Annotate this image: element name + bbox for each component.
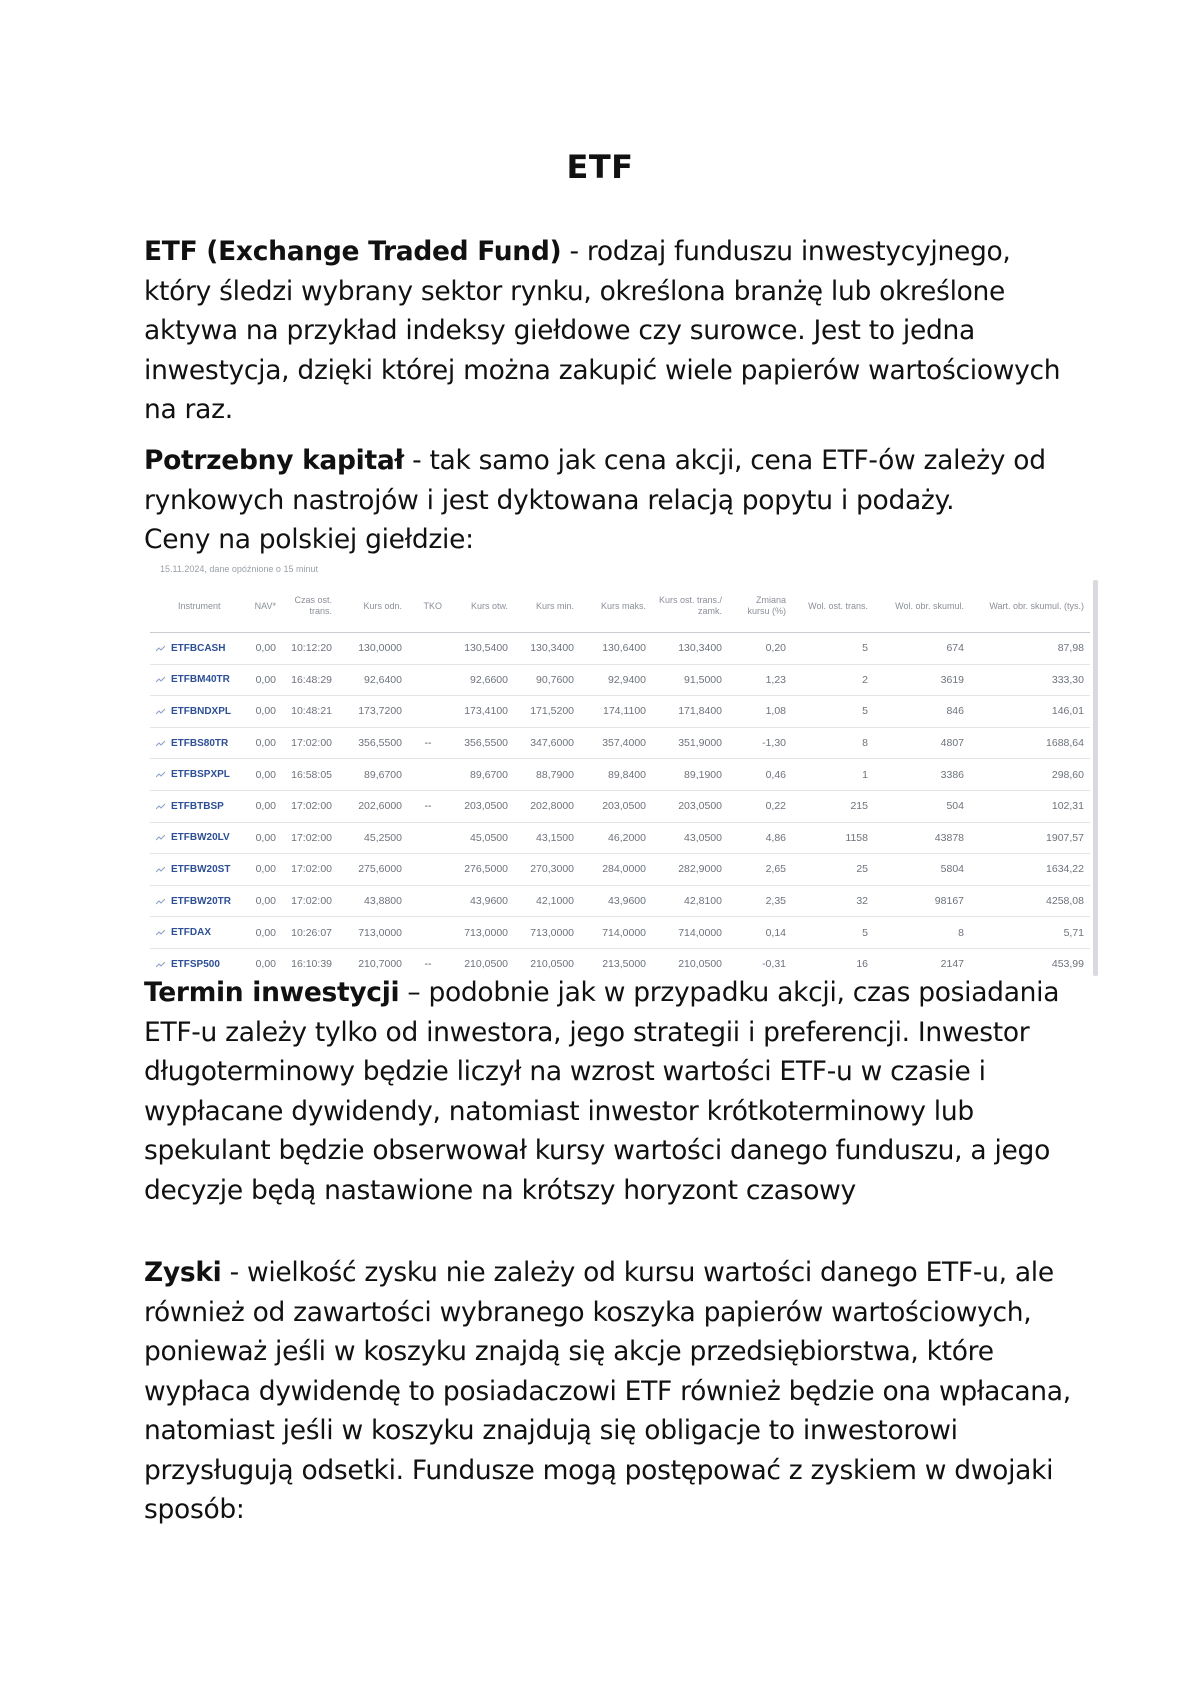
table-row <box>150 727 1090 759</box>
instrument-cell[interactable] <box>150 664 242 696</box>
table-cell: 215 <box>792 790 874 822</box>
table-cell: 1907,57 <box>970 822 1090 854</box>
table-header-row <box>150 580 1090 633</box>
table-cell: 1688,64 <box>970 727 1090 759</box>
table-cell: 5 <box>792 917 874 949</box>
table-cell: 43878 <box>874 822 970 854</box>
table-cell: 210,0500 <box>514 948 580 976</box>
table-cell: 0,14 <box>728 917 792 949</box>
chart-icon[interactable] <box>156 740 165 747</box>
table-cell: 4,86 <box>728 822 792 854</box>
table-cell: 357,4000 <box>580 727 652 759</box>
table-cell: 714,0000 <box>580 917 652 949</box>
chart-icon[interactable] <box>156 929 165 936</box>
table-cell: 3619 <box>874 664 970 696</box>
table-cell: 87,98 <box>970 633 1090 665</box>
table-cell: 90,7600 <box>514 664 580 696</box>
table-cell: 333,30 <box>970 664 1090 696</box>
instrument-link[interactable]: ETFDAX <box>171 927 211 939</box>
instrument-link[interactable]: ETFBM40TR <box>171 674 230 686</box>
table-cell: 2,65 <box>728 854 792 886</box>
term-investment-term: Termin inwestycji <box>144 977 400 1008</box>
table-cell: 210,0500 <box>652 948 728 976</box>
table-note: 15.11.2024, dane opóźnione o 15 minut <box>160 564 318 574</box>
table-cell: -- <box>408 948 448 976</box>
table-cell: 713,0000 <box>514 917 580 949</box>
table-cell: 5 <box>792 633 874 665</box>
table-cell: 45,2500 <box>338 822 408 854</box>
chart-icon[interactable] <box>156 676 165 683</box>
column-header[interactable]: Kurs odn. <box>338 580 408 633</box>
table-cell: 2147 <box>874 948 970 976</box>
table-cell: 4258,08 <box>970 885 1090 917</box>
etf-price-table-image <box>150 564 1100 976</box>
table-cell: 130,3400 <box>514 633 580 665</box>
instrument-link[interactable]: ETFBSPXPL <box>171 769 230 781</box>
instrument-link[interactable]: ETFSP500 <box>171 958 220 970</box>
table-cell: 46,2000 <box>580 822 652 854</box>
chart-icon[interactable] <box>156 803 165 810</box>
column-header[interactable]: TKO <box>408 580 448 633</box>
table-cell: -0,31 <box>728 948 792 976</box>
table-cell: 130,3400 <box>652 633 728 665</box>
paragraph-profits <box>144 1253 1084 1530</box>
table-cell: 210,0500 <box>448 948 514 976</box>
table-body <box>150 633 1090 977</box>
table-cell: 846 <box>874 696 970 728</box>
column-header[interactable]: Kurs ost. trans./ zamk. <box>652 580 728 633</box>
table-cell: 203,0500 <box>448 790 514 822</box>
table-cell: 0,20 <box>728 633 792 665</box>
instrument-cell[interactable] <box>150 696 242 728</box>
table-cell: 1634,22 <box>970 854 1090 886</box>
table-cell: 16:10:39 <box>282 948 338 976</box>
table-cell: 8 <box>792 727 874 759</box>
table-cell: 8 <box>874 917 970 949</box>
table-cell: 89,8400 <box>580 759 652 791</box>
table-cell: 3386 <box>874 759 970 791</box>
table-cell: -- <box>408 727 448 759</box>
instrument-cell[interactable] <box>150 790 242 822</box>
paragraph-line: Ceny na polskiej giełdzie: <box>144 524 474 555</box>
instrument-link[interactable]: ETFBW20TR <box>171 895 231 907</box>
term-etf: ETF (Exchange Traded Fund) <box>144 236 562 267</box>
etf-price-table <box>150 580 1090 976</box>
table-row <box>150 885 1090 917</box>
table-cell: 102,31 <box>970 790 1090 822</box>
paragraph-text: - wielkość zysku nie zależy od kursu wartości danego ETF-u, ale również od zawartości wybranego koszyka papierów wartościowych, ponieważ jeśli w koszyku znajdą się akcje przedsiębiorstwa, które wypłaca dywidendę to posiadaczowi ETF również będzie ona wpłacana, natomiast jeśli w koszyku znajdują się obligacje to inwestorowi przysługują odsetki. Fundusze mogą postępować z zyskiem w dwojaki sposób: <box>144 1257 1071 1525</box>
table-cell: 0,00 <box>242 664 282 696</box>
table-cell: 5804 <box>874 854 970 886</box>
table-row <box>150 633 1090 665</box>
table-cell: 42,8100 <box>652 885 728 917</box>
document-title: ETF <box>566 148 634 186</box>
table-cell: 5 <box>792 696 874 728</box>
table-row <box>150 696 1090 728</box>
table-row <box>150 948 1090 976</box>
chart-icon[interactable] <box>156 771 165 778</box>
chart-icon[interactable] <box>156 898 165 905</box>
table-cell: 91,5000 <box>652 664 728 696</box>
chart-icon[interactable] <box>156 834 165 841</box>
table-cell: 2 <box>792 664 874 696</box>
table-cell: 298,60 <box>970 759 1090 791</box>
table-cell: 0,00 <box>242 759 282 791</box>
table-cell: 10:12:20 <box>282 633 338 665</box>
table-cell: 2,35 <box>728 885 792 917</box>
table-cell: 0,00 <box>242 885 282 917</box>
table-cell <box>408 633 448 665</box>
table-cell: -1,30 <box>728 727 792 759</box>
table-row <box>150 664 1090 696</box>
table-row <box>150 854 1090 886</box>
table-cell: 42,1000 <box>514 885 580 917</box>
table-cell: 1,23 <box>728 664 792 696</box>
chart-icon[interactable] <box>156 961 165 968</box>
table-cell: 16:58:05 <box>282 759 338 791</box>
column-header[interactable]: Wart. obr. skumul. (tys.) <box>970 580 1090 633</box>
table-row <box>150 759 1090 791</box>
table-cell: 43,9600 <box>448 885 514 917</box>
table-cell: 92,6600 <box>448 664 514 696</box>
table-cell: 351,9000 <box>652 727 728 759</box>
instrument-cell[interactable] <box>150 917 242 949</box>
table-cell <box>408 822 448 854</box>
instrument-link[interactable]: ETFBTBSP <box>171 800 224 812</box>
table-cell: 713,0000 <box>338 917 408 949</box>
table-cell: 1158 <box>792 822 874 854</box>
table-cell: 202,6000 <box>338 790 408 822</box>
instrument-cell[interactable] <box>150 885 242 917</box>
table-cell: 674 <box>874 633 970 665</box>
table-row <box>150 917 1090 949</box>
table-cell: 0,00 <box>242 790 282 822</box>
table-cell: 43,9600 <box>580 885 652 917</box>
table-cell: 89,6700 <box>338 759 408 791</box>
table-cell: 284,0000 <box>580 854 652 886</box>
table-cell: 202,8000 <box>514 790 580 822</box>
table-cell <box>408 917 448 949</box>
table-cell: 0,00 <box>242 917 282 949</box>
instrument-link[interactable]: ETFBNDXPL <box>171 705 231 717</box>
table-cell: 1,08 <box>728 696 792 728</box>
table-cell: 32 <box>792 885 874 917</box>
table-cell: 17:02:00 <box>282 885 338 917</box>
table-cell: 98167 <box>874 885 970 917</box>
column-header[interactable]: Kurs otw. <box>448 580 514 633</box>
table-cell: 0,00 <box>242 727 282 759</box>
table-cell: 174,1100 <box>580 696 652 728</box>
table-cell: 43,8800 <box>338 885 408 917</box>
table-cell: 89,1900 <box>652 759 728 791</box>
instrument-cell[interactable] <box>150 727 242 759</box>
table-cell <box>408 854 448 886</box>
table-cell: 275,6000 <box>338 854 408 886</box>
table-cell: 146,01 <box>970 696 1090 728</box>
table-cell: 0,22 <box>728 790 792 822</box>
table-cell: -- <box>408 790 448 822</box>
table-cell: 713,0000 <box>448 917 514 949</box>
table-cell: 276,5000 <box>448 854 514 886</box>
column-header[interactable]: Kurs maks. <box>580 580 652 633</box>
table-cell: 173,4100 <box>448 696 514 728</box>
instrument-cell[interactable] <box>150 759 242 791</box>
table-cell: 4807 <box>874 727 970 759</box>
table-cell: 130,5400 <box>448 633 514 665</box>
table-cell: 356,5500 <box>338 727 408 759</box>
table-cell <box>408 885 448 917</box>
table-cell: 25 <box>792 854 874 886</box>
chart-icon[interactable] <box>156 708 165 715</box>
table-cell: 356,5500 <box>448 727 514 759</box>
table-cell: 45,0500 <box>448 822 514 854</box>
table-cell: 89,6700 <box>448 759 514 791</box>
chart-icon[interactable] <box>156 866 165 873</box>
table-cell: 0,00 <box>242 696 282 728</box>
table-cell: 282,9000 <box>652 854 728 886</box>
table-cell <box>408 759 448 791</box>
table-cell: 43,0500 <box>652 822 728 854</box>
chart-icon[interactable] <box>156 645 165 652</box>
table-cell: 130,6400 <box>580 633 652 665</box>
table-cell: 714,0000 <box>652 917 728 949</box>
instrument-link[interactable]: ETFBCASH <box>171 642 226 654</box>
paragraph-required-capital <box>144 441 1084 560</box>
table-cell: 270,3000 <box>514 854 580 886</box>
term-capital: Potrzebny kapitał <box>144 445 404 476</box>
table-cell <box>408 664 448 696</box>
instrument-cell[interactable] <box>150 633 242 665</box>
table-cell: 17:02:00 <box>282 854 338 886</box>
table-cell: 10:48:21 <box>282 696 338 728</box>
paragraph-investment-term <box>144 973 1084 1210</box>
table-cell: 0,00 <box>242 948 282 976</box>
table-row <box>150 790 1090 822</box>
table-cell: 0,00 <box>242 854 282 886</box>
table-cell: 5,71 <box>970 917 1090 949</box>
instrument-link[interactable]: ETFBW20LV <box>171 832 230 844</box>
table-scrollbar <box>1093 580 1098 976</box>
table-cell: 347,6000 <box>514 727 580 759</box>
table-cell: 0,46 <box>728 759 792 791</box>
table-cell: 504 <box>874 790 970 822</box>
table-cell: 171,8400 <box>652 696 728 728</box>
instrument-link[interactable]: ETFBS80TR <box>171 737 229 749</box>
column-header[interactable]: Wol. obr. skumul. <box>874 580 970 633</box>
column-header[interactable]: Zmiana kursu (%) <box>728 580 792 633</box>
column-header[interactable]: NAV* <box>242 580 282 633</box>
table-cell: 0,00 <box>242 822 282 854</box>
table-cell <box>408 696 448 728</box>
table-cell: 17:02:00 <box>282 822 338 854</box>
table-cell: 453,99 <box>970 948 1090 976</box>
table-cell: 171,5200 <box>514 696 580 728</box>
table-row <box>150 822 1090 854</box>
table-cell: 88,7900 <box>514 759 580 791</box>
column-header[interactable]: Kurs min. <box>514 580 580 633</box>
table-cell: 203,0500 <box>652 790 728 822</box>
column-header[interactable]: Czas ost. trans. <box>282 580 338 633</box>
instrument-cell[interactable] <box>150 822 242 854</box>
table-cell: 17:02:00 <box>282 790 338 822</box>
table-cell: 92,9400 <box>580 664 652 696</box>
table-cell: 0,00 <box>242 633 282 665</box>
table-cell: 130,0000 <box>338 633 408 665</box>
paragraph-etf-definition <box>144 232 1084 430</box>
table-cell: 213,5000 <box>580 948 652 976</box>
table-cell: 10:26:07 <box>282 917 338 949</box>
table-cell: 92,6400 <box>338 664 408 696</box>
paragraph-text: – podobnie jak w przypadku akcji, czas posiadania ETF-u zależy tylko od inwestora, jego strategii i preferencji. Inwestor długoterminowy będzie liczył na wzrost wartości ETF-u w czasie i wypłacane dywidendy, natomiast inwestor krótkoterminowy lub spekulant będzie obserwował kursy wartości danego funduszu, a jego decyzje będą nastawione na krótszy horyzont czasowy <box>144 977 1060 1206</box>
table-cell: 1 <box>792 759 874 791</box>
paragraph-text: - tak samo jak cena akcji, cena ETF-ów zależy od rynkowych nastrojów i jest dyktowana relacją popytu i podaży. <box>144 445 1046 516</box>
instrument-cell[interactable] <box>150 948 242 976</box>
table-cell: 173,7200 <box>338 696 408 728</box>
instrument-cell[interactable] <box>150 854 242 886</box>
table-cell: 210,7000 <box>338 948 408 976</box>
table-cell: 43,1500 <box>514 822 580 854</box>
column-header[interactable]: Wol. ost. trans. <box>792 580 874 633</box>
column-header[interactable]: Instrument <box>150 580 242 633</box>
table-cell: 17:02:00 <box>282 727 338 759</box>
table-cell: 203,0500 <box>580 790 652 822</box>
instrument-link[interactable]: ETFBW20ST <box>171 863 231 875</box>
paragraph-text: - rodzaj funduszu inwestycyjnego, który śledzi wybrany sektor rynku, określona branżę lub określone aktywa na przykład indeksy giełdowe czy surowce. Jest to jedna inwestycja, dzięki której można zakupić wiele papierów wartościowych na raz. <box>144 236 1061 425</box>
term-profits: Zyski <box>144 1257 222 1288</box>
table-cell: 16 <box>792 948 874 976</box>
table-cell: 16:48:29 <box>282 664 338 696</box>
